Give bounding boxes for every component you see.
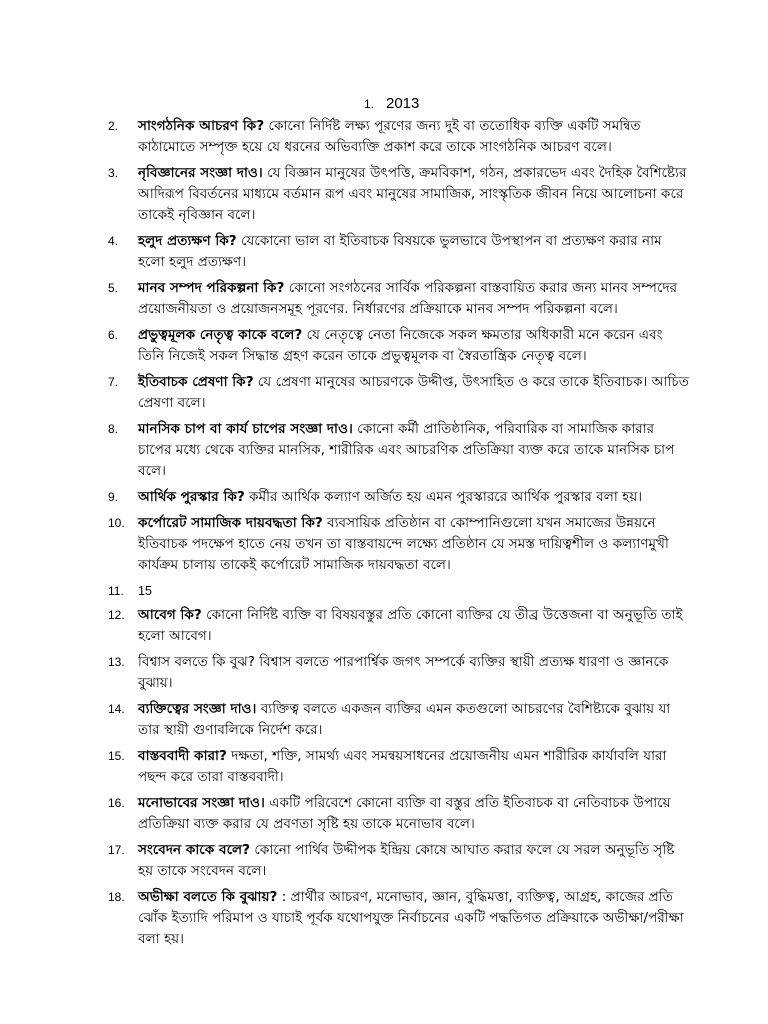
- item-number: 12.: [108, 608, 125, 622]
- item-number: 1.: [364, 97, 375, 111]
- list-item: [108, 419, 690, 482]
- answer-text: ব্যক্তিত্ব বলতে একজন ব্যক্তির এমন কতগুলো আচরণের বৈশিষ্ট্যকে বুঝায় যা তার স্থায়ী গুণাবলিকে নির্দেশ করে।: [138, 701, 671, 738]
- question-text: বাস্তববাদী কারা?: [138, 748, 227, 764]
- question-text: মানসিক চাপ বা কার্য চাপের সংজ্ঞা দাও।: [138, 421, 353, 437]
- list-item: [108, 699, 690, 741]
- question-text: সংবেদন কাকে বলে?: [138, 842, 251, 858]
- question-text: কর্পোরেট সামাজিক দায়বদ্ধতা কি?: [138, 515, 323, 531]
- question-text: নৃবিজ্ঞানের সংজ্ঞা দাও।: [138, 165, 263, 181]
- question-text: হলুদ প্রত্যক্ষণ কি?: [138, 233, 237, 249]
- answer-text: যে বিজ্ঞান মানুষের উৎপত্তি, ক্রমবিকাশ, গঠন, প্রকারভেদ এবং দৈহিক বৈশিষ্ট্যের আদিরূপ বিবর্তনের মাধ্যমে বর্তমান রূপ এবং মানুষের সামাজিক, সাংস্কৃতিক জীবন নিয়ে আলোচনা করে তাকেই নৃবিজ্ঞান বলে।: [138, 165, 687, 223]
- list-item: [108, 278, 690, 320]
- item-number: 6.: [108, 328, 119, 342]
- item-number: 7.: [108, 375, 119, 389]
- item-number: 3.: [108, 166, 119, 180]
- answer-text: একটি পরিবেশে কোনো ব্যক্তি বা বস্তুর প্রতি ইতিবাচক বা নেতিবাচক উপায়ে প্রতিক্রিয়া ব্যক্ত করার যে প্রবণতা সৃষ্টি হয় তাকে মনোভাব বলে।: [138, 795, 671, 832]
- list-item: [108, 793, 690, 835]
- answer-text: ব্যবসায়িক প্রতিষ্ঠান বা কোম্পানিগুলো যখন সমাজের উন্নয়নে ইতিবাচক পদক্ষেপ হাতে নেয় তখন তা বাস্তবায়ন্দে লক্ষ্যে প্রতিষ্ঠান যে সমস্ত দায়িত্বশীল ও কল্যাণমুখী কার্যক্রম চালায় তাকেই কর্পোরেট সামাজিক দায়বদ্ধতা বলে।: [138, 515, 669, 573]
- list-item: [108, 887, 690, 950]
- list-item: [108, 746, 690, 788]
- answer-text: দক্ষতা, শক্তি, সামর্থ্য এবং সমন্বয়সাধনের প্রয়োজনীয় এমন শারীরিক কার্যাবলি যারা পছন্দ করে তারা বাস্তববাদী।: [138, 748, 667, 785]
- question-text: মানব সম্পদ পরিকল্পনা কি?: [138, 280, 285, 296]
- item-number: 18.: [108, 890, 125, 904]
- item-number: 11.: [108, 584, 124, 598]
- question-text: ব্যক্তিত্বের সংজ্ঞা দাও।: [138, 701, 257, 717]
- question-text: অভীক্ষা বলতে কি বুঝায়?: [138, 889, 278, 905]
- list-item: [108, 487, 690, 508]
- answer-text: যে প্রেষণা মানুষের আচরণকে উদ্দীপ্ত, উৎসাহিত ও করে তাকে ইতিবাচক। আচিত প্রেষণা বলে।: [138, 374, 689, 411]
- list-item-year: [364, 94, 586, 114]
- question-text: মনোভাবের সংজ্ঞা দাও।: [138, 795, 265, 811]
- item-number: 9.: [108, 490, 119, 504]
- list-item: [108, 840, 690, 882]
- item-number: 10.: [108, 516, 125, 530]
- list-item: [108, 325, 690, 367]
- item-number: 15.: [108, 749, 125, 763]
- item-number: 17.: [108, 843, 125, 857]
- answer-text: কোনো সংগঠনের সার্বিক পরিকল্পনা বাস্তবায়িত করার জন্য মানব সম্পদের প্রয়োজনীয়তা ও প্রয়োজনসমূহ পূরণের. নির্ধারণের প্রক্রিয়াকে মানব সম্পদ পরিকল্পনা বলে।: [138, 280, 678, 317]
- plain-text: 15: [138, 584, 152, 598]
- list-item: [108, 163, 690, 226]
- question-text: ইতিবাচক প্রেষণা কি?: [138, 374, 254, 390]
- list-item: [108, 372, 690, 414]
- answer-text: কোনো নির্দিষ্ট লক্ষ্য পূরণের জন্য দুই বা ততোধিক ব্যক্তি একটি সমন্বিত কাঠামোতে সম্পৃক্ত হয়ে যে ধরনের অভিব্যক্তি প্রকাশ করে তাকে সাংগঠনিক আচরণ বলে।: [138, 118, 641, 155]
- list-item: [108, 605, 690, 647]
- list-item: [108, 513, 690, 576]
- item-number: 8.: [108, 422, 119, 436]
- answer-text: বিশ্বাস বলতে কি বুঝ? বিশ্বাস বলতে পারপার্শ্বিক জগৎ সম্পর্কে ব্যক্তির স্থায়ী প্রত্যক্ষ ধারণা ও জ্ঞানকে বুঝায়।: [138, 654, 669, 691]
- list-item: [108, 116, 690, 158]
- answer-text: যে নেতৃত্বে নেতা নিজেকে সকল ক্ষমতার অধিকারী মনে করেন এবং তিনি নিজেই সকল সিদ্ধান্ত গ্রহণ করেন তাকে প্রভুত্বমূলক বা স্বৈরতান্ত্রিক নেতৃত্ব বলে।: [138, 327, 663, 364]
- item-number: 2.: [108, 119, 119, 133]
- answer-text: : প্রার্থীর আচরণ, মনোভাব, জ্ঞান, বুদ্ধিমত্তা, ব্যক্তিত্ব, আগ্রহ, কাজের প্রতি ঝোঁক ইত্যাদি পরিমাপ ও যাচাই পূর্বক যথোপযুক্ত নির্বাচনের একটি পদ্ধতিগত প্রক্রিয়াকে অভীক্ষা/পরীক্ষা বলা হয়।: [138, 889, 684, 947]
- question-text: আবেগ কি?: [138, 607, 202, 623]
- question-text: সাংগঠনিক আচরণ কি?: [138, 118, 265, 134]
- answer-text: কোনো নির্দিষ্ট ব্যক্তি বা বিষয়বস্তুর প্রতি কোনো ব্যক্তির যে তীব্র উত্তেজনা বা অনুভূতি তাই হলো আবেগ।: [138, 607, 683, 644]
- year-heading: 2013: [386, 95, 420, 112]
- item-number: 14.: [108, 702, 125, 716]
- item-number: 13.: [108, 655, 125, 669]
- question-text: প্রভুত্বমূলক নেতৃত্ব কাকে বলে?: [138, 327, 303, 343]
- question-text: আর্থিক পুরস্কার কি?: [138, 489, 245, 505]
- item-number: 4.: [108, 234, 119, 248]
- answer-text: যেকোনো ভাল বা ইতিবাচক বিষয়কে ভুলভাবে উপস্থাপন বা প্রত্যক্ষণ করার নাম হলো হলুদ প্রত্যক্ষণ।: [138, 233, 662, 270]
- answer-text: কোনো পার্থিব উদ্দীপক ইন্দ্রিয় কোষে আঘাত করার ফলে যে সরল অনুভূতি সৃষ্টি হয় তাকে সংবেদন বলে।: [138, 842, 675, 879]
- list-item: [108, 231, 690, 273]
- list-item-number-only: [108, 581, 690, 602]
- answer-text: কোনো কর্মী প্রাতিষ্ঠানিক, পরিবারিক বা সামাজিক কারার চাপের মধ্যে থেকে ব্যক্তির মানসিক, শারীরিক এবং আচরণিক প্রতিক্রিয়া ব্যক্ত করে তাকে মানসিক চাপ বলে।: [138, 421, 675, 479]
- item-number: 5.: [108, 281, 119, 295]
- list-item: [108, 652, 690, 694]
- item-number: 16.: [108, 796, 125, 810]
- answer-text: কর্মীর আর্থিক কল্যাণ অর্জিত হয় এমন পুরস্কাররে আর্থিক পুরস্কার বলা হয়।: [244, 489, 643, 505]
